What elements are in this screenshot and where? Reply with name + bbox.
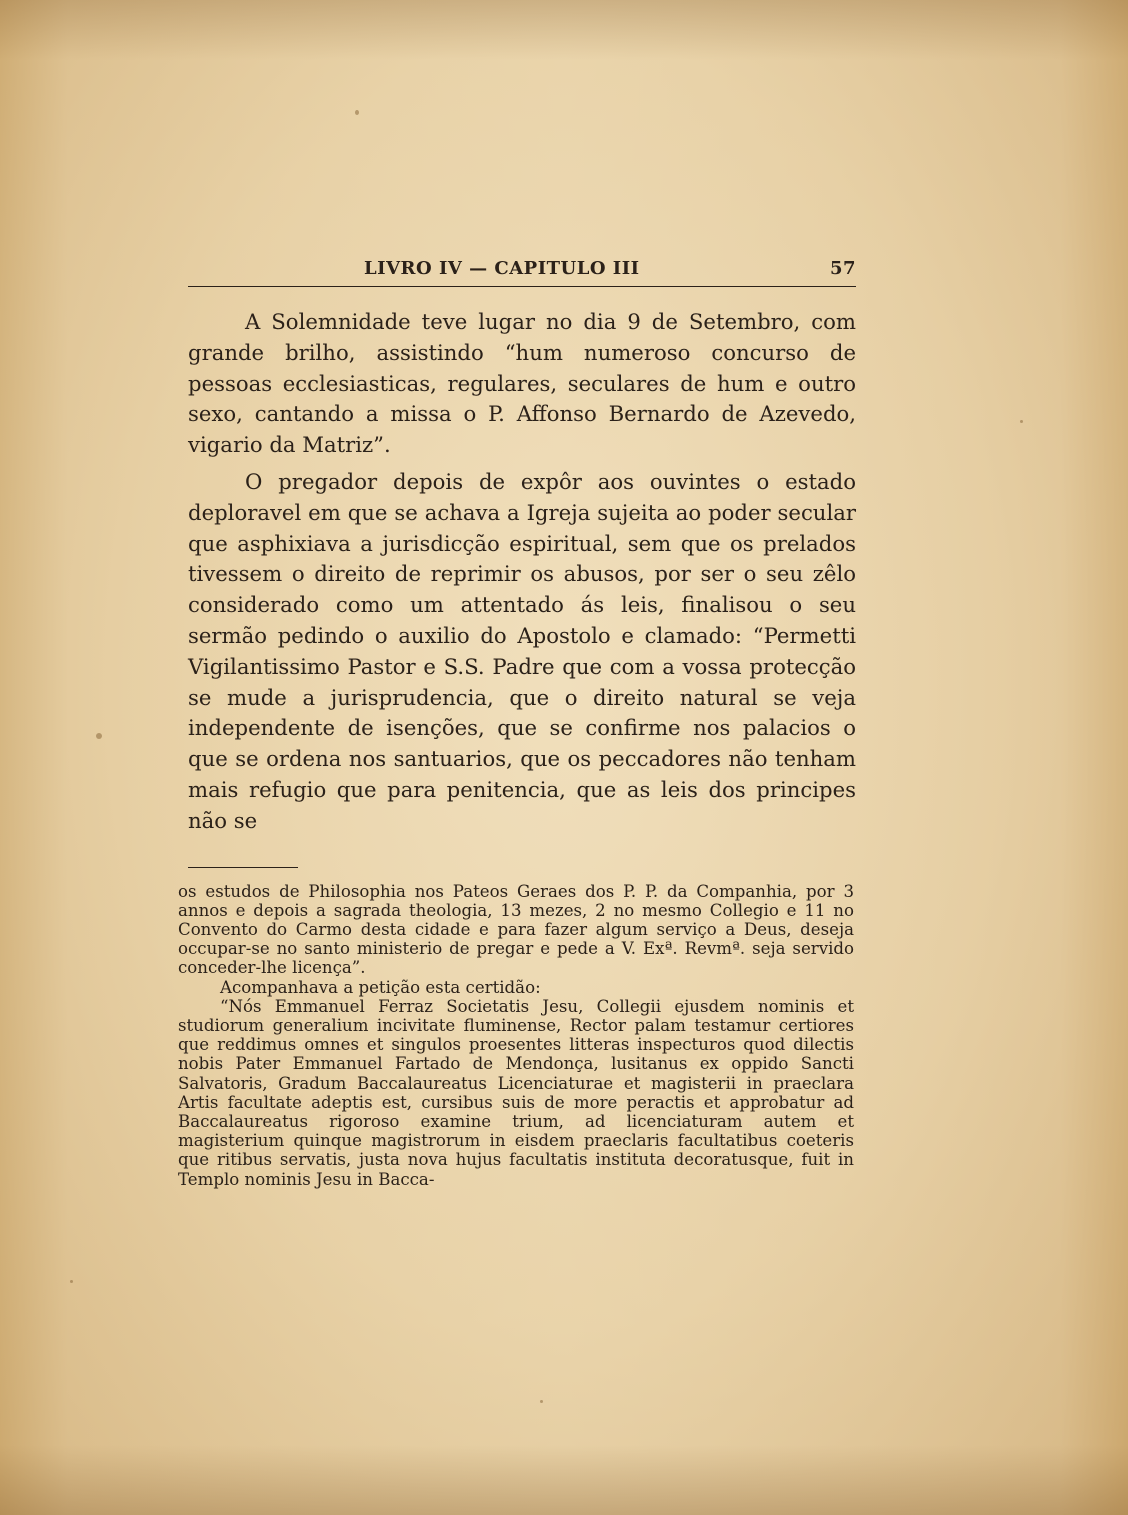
paper-fleck: [540, 1400, 543, 1403]
text-column: [178, 256, 856, 1189]
paper-fleck: [1020, 420, 1023, 423]
chapter-heading: LIVRO IV — CAPITULO III: [364, 258, 640, 279]
footnote-rule: [188, 867, 298, 868]
footnote-text: os estudos de Philosophia nos Pateos Geraes dos P. P. da Companhia, por 3 annos e depois a sagrada theologia, 13 mezes, 2 no mesmo Collegio e 11 no Convento do Carmo desta cidade e para fazer algum serviço a Deus, deseja occupar-se no santo ministerio de pregar e pede a V. Exª. Revmª. seja servido conceder-lhe licença”.: [178, 881, 854, 978]
paper-fleck: [70, 1280, 73, 1283]
footnote-text: Acompanhava a petição esta certidão:: [220, 977, 541, 997]
footnote-text: “Nós Emmanuel Ferraz Societatis Jesu, Collegii ejusdem nominis et studiorum generalium incivitate fluminense, Rector palam testamur certiores que reddimus omnes et singulos proesentes litteras inspecturos quod dilectis nobis Pater Emmanuel Fartado de Mendonça, lusitanus ex oppido Sancti Salvatoris, Gradum Baccalaureatus Licenciaturae et magisterii in praeclara Artis facultate adeptis est, cursibus suis de more peractis et approbatur ad Baccalaureatus rigoroso examine trium, ad licenciaturam autem et magisterium quinque magistrorum in eisdem praeclaris facultatibus coeteris que ritibus servatis, justa nova hujus facultatis instituta decoratusque, fuit in Templo nominis Jesu in Bacca-: [178, 996, 854, 1189]
body-paragraph: A Solemnidade teve lugar no dia 9 de Setembro, com grande brilho, assistindo “hum numeroso concurso de pessoas ecclesiasticas, regulares, seculares de hum e outro sexo, cantando a missa o P. Affonso Bernardo de Azevedo, vigario da Matriz”.: [188, 309, 856, 458]
paper-fleck: [96, 733, 102, 739]
paper-fleck: [355, 110, 359, 115]
page-top-shadow: [0, 0, 1128, 60]
page-number: 57: [829, 258, 856, 279]
footnotes: [178, 882, 854, 1189]
page-bottom-shadow: [0, 1445, 1128, 1515]
body-text: [188, 307, 856, 837]
running-head: [188, 256, 856, 287]
body-paragraph: O pregador depois de expôr aos ouvintes o estado deploravel em que se achava a Igreja sujeita ao poder secular que asphixiava a jurisdicção espiritual, sem que os prelados tivessem o direito de reprimir os abusos, por ser o seu zêlo considerado como um attentado ás leis, finalisou o seu sermão pedindo o auxilio do Apostolo e clamado: “Permetti Vigilantissimo Pastor e S.S. Padre que com a vossa protecção se mude a jurisprudencia, que o direito natural se veja independente de isenções, que se confirme nos palacios o que se ordena nos santuarios, que os peccadores não tenham mais refugio que para penitencia, que as leis dos principes não se: [188, 468, 856, 833]
